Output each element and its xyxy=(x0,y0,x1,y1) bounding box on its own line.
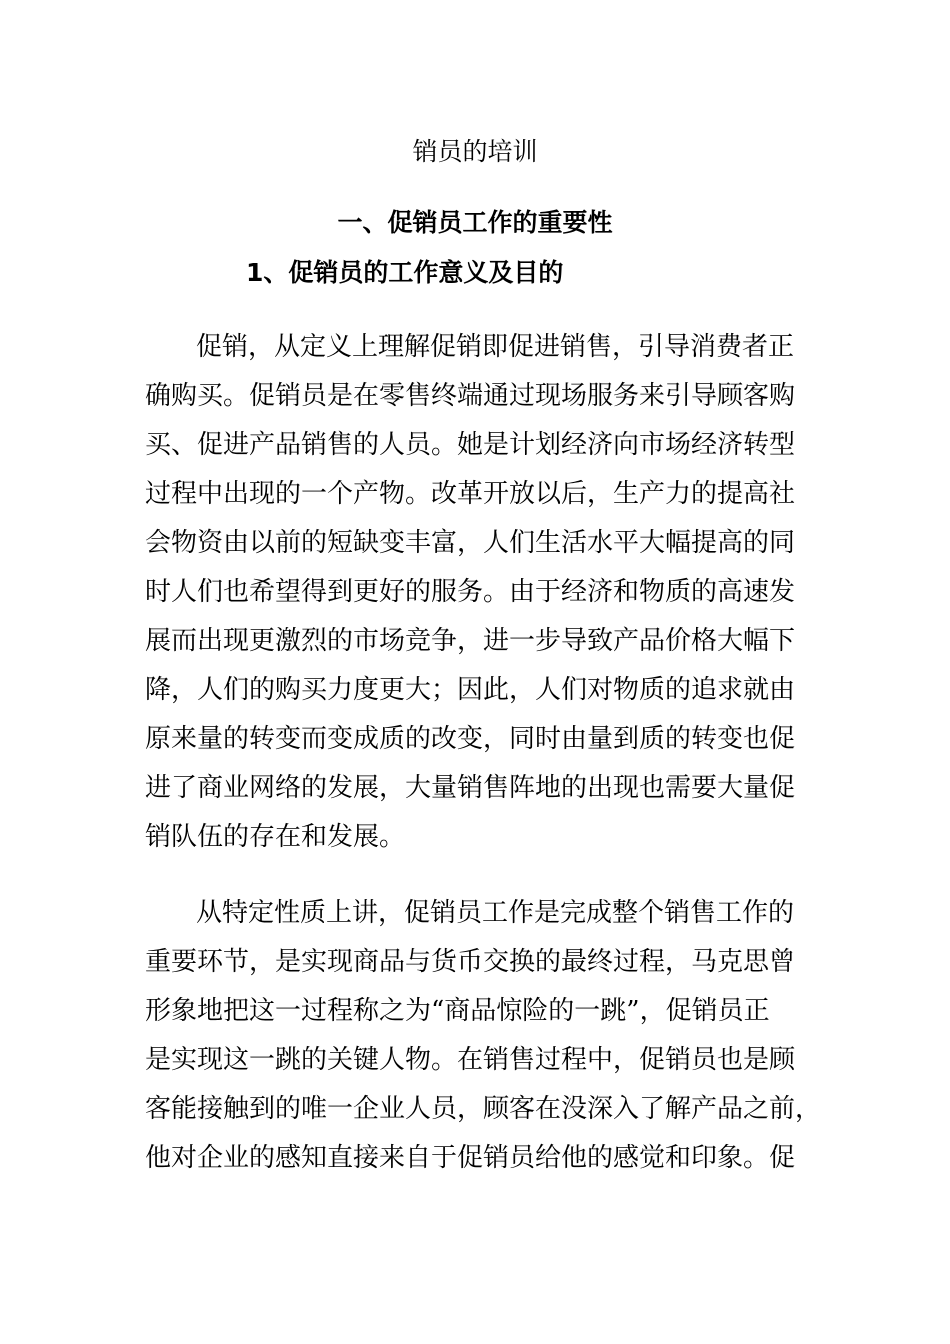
paragraph-1 xyxy=(145,323,805,862)
paragraph-line: 确购买。促销员是在零售终端通过现场服务来引导顾客购 xyxy=(145,381,796,411)
paragraph-line: 会物资由以前的短缺变丰富，人们生活水平大幅提高的同 xyxy=(145,528,796,558)
paragraph-line: 是实现这一跳的关键人物。在销售过程中，促销员也是顾 xyxy=(145,1045,796,1075)
paragraph-line: 原来量的转变而变成质的改变，同时由量到质的转变也促 xyxy=(145,724,796,754)
document-title: 销员的培训 xyxy=(412,137,538,166)
paragraph-line: 时人们也希望得到更好的服务。由于经济和物质的高速发 xyxy=(145,577,796,607)
sub-heading: 1、促销员的工作意义及目的 xyxy=(246,258,564,287)
paragraph-line: 展而出现更激烈的市场竞争，进一步导致产品价格大幅下 xyxy=(145,626,796,656)
paragraph-line: 客能接触到的唯一企业人员，顾客在没深入了解产品之前， xyxy=(145,1094,822,1124)
paragraph-line: 过程中出现的一个产物。改革开放以后，生产力的提高社 xyxy=(145,479,796,509)
paragraph-2 xyxy=(145,889,822,1183)
paragraph-line: 形象地把这一过程称之为“商品惊险的一跳”，促销员正 xyxy=(145,996,770,1026)
paragraph-line: 从特定性质上讲，促销员工作是完成整个销售工作的 xyxy=(196,898,795,928)
paragraph-line: 买、促进产品销售的人员。她是计划经济向市场经济转型 xyxy=(145,430,796,460)
section-heading: 一、促销员工作的重要性 xyxy=(337,208,613,237)
paragraph-line: 降，人们的购买力度更大；因此，人们对物质的追求就由 xyxy=(145,675,796,705)
paragraph-line: 重要环节，是实现商品与货币交换的最终过程，马克思曾 xyxy=(145,947,796,977)
paragraph-line: 销队伍的存在和发展。 xyxy=(145,822,406,852)
paragraph-line: 促销，从定义上理解促销即促进销售，引导消费者正 xyxy=(196,332,795,362)
paragraph-line: 他对企业的感知直接来自于促销员给他的感觉和印象。促 xyxy=(145,1143,796,1173)
paragraph-line: 进了商业网络的发展，大量销售阵地的出现也需要大量促 xyxy=(145,773,796,803)
